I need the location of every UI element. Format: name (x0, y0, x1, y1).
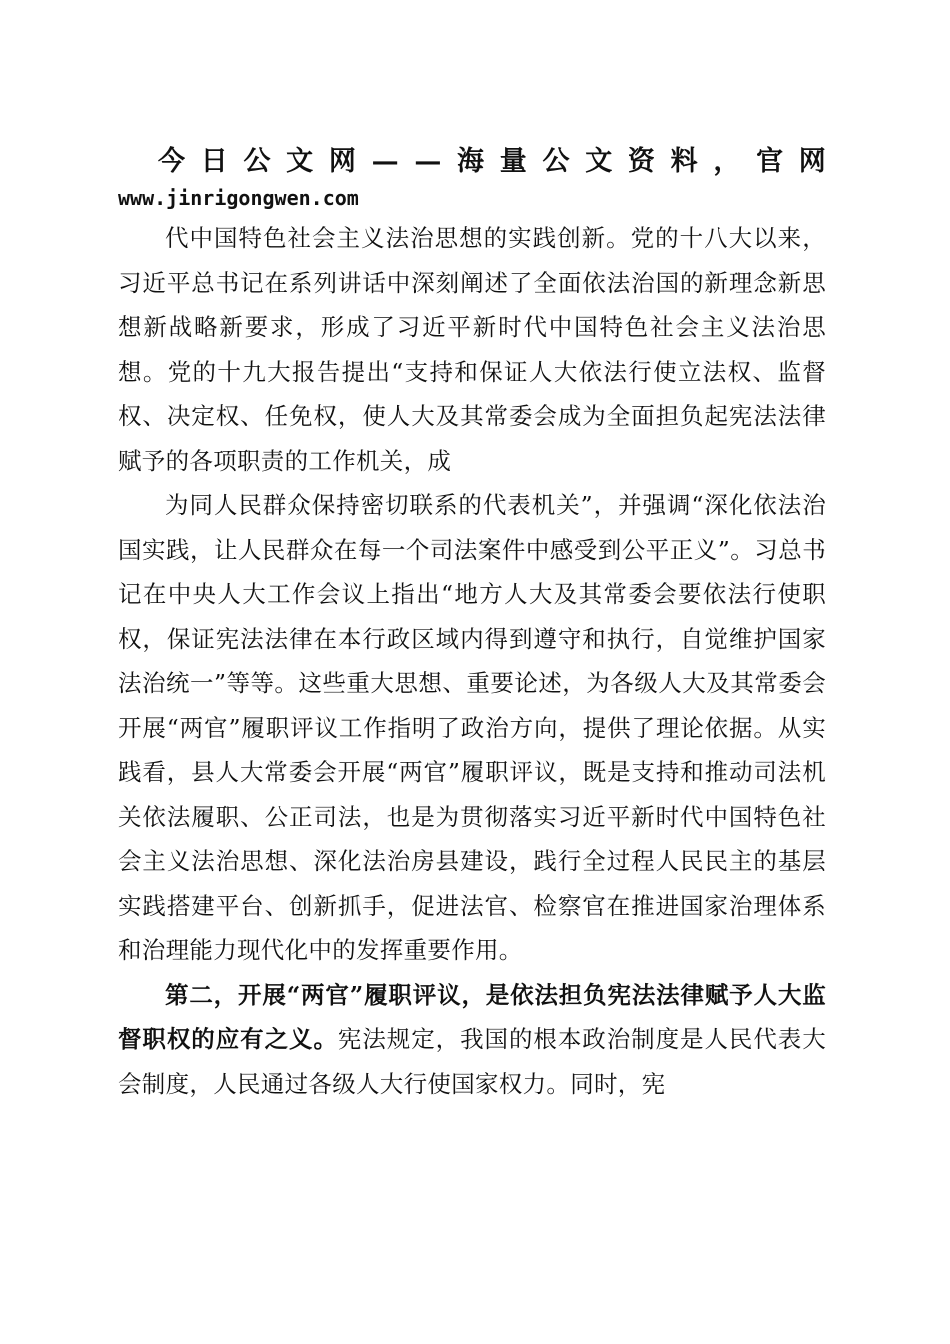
header-title (118, 142, 826, 182)
paragraph-lead-sentence: 第二，开展“两官”履职评议，是依法担负宪法法律赋予人大监督职权的应有之义。 (118, 980, 826, 1053)
body-paragraph: 为同人民群众保持密切联系的代表机关”，并强调“深化依法治国实践，让人民群众在每一个司法案件中感受到公平正义”。习总书记在中央人大工作会议上指出“地方人大及其常委会要依法行使职权，保证宪法法律在本行政区域内得到遵守和执行，自觉维护国家法治统一”等等。这些重大思想、重要论述，为各级人大及其常委会开展“两官”履职评议工作指明了政治方向，提供了理论依据。从实践看，县人大常委会开展“两官”履职评议，既是支持和推动司法机关依法履职、公正司法，也是为贯彻落实习近平新时代中国特色社会主义法治思想、深化法治房县建设，践行全过程人民民主的基层实践搭建平台、创新抓手，促进法官、检察官在推进国家治理体系和治理能力现代化中的发挥重要作用。 (118, 491, 826, 964)
header-title-char: 日 (200, 146, 228, 177)
header-title-char: — (414, 146, 442, 177)
header-url: www.jinrigongwen.com (118, 186, 359, 210)
body-paragraph (118, 973, 826, 1107)
header-title-char: 资 (627, 146, 655, 177)
header-title-char: 量 (499, 146, 527, 177)
document-page (118, 142, 826, 1106)
header-title-char: 海 (457, 146, 485, 177)
header-title-char: — (371, 146, 399, 177)
header-title-char: 文 (286, 146, 314, 177)
body-paragraph: 代中国特色社会主义法治思想的实践创新。党的十八大以来，习近平总书记在系列讲话中深刻阐述了全面依法治国的新理念新思想新战略新要求，形成了习近平新时代中国特色社会主义法治思想。党的十九大报告提出“支持和保证人大依法行使立法权、监督权、决定权、任免权，使人大及其常委会成为全面担负起宪法法律赋予的各项职责的工作机关，成 (118, 224, 826, 475)
header-title-char: 网 (328, 146, 356, 177)
header-title-char: ， (713, 146, 741, 177)
paragraph-body-text: 宪法规定，我国的根本政治制度是人民代表大会制度，人民通过各级人大行使国家权力。同时，宪 (118, 1025, 826, 1098)
header-title-char: 官 (756, 146, 784, 177)
header-title-char: 网 (798, 146, 826, 177)
header-title-char: 今 (158, 146, 185, 177)
header-title-char: 料 (670, 146, 698, 177)
header-title-char: 公 (243, 146, 271, 177)
header-title-char: 公 (542, 146, 570, 177)
header-title-char: 文 (585, 146, 613, 177)
